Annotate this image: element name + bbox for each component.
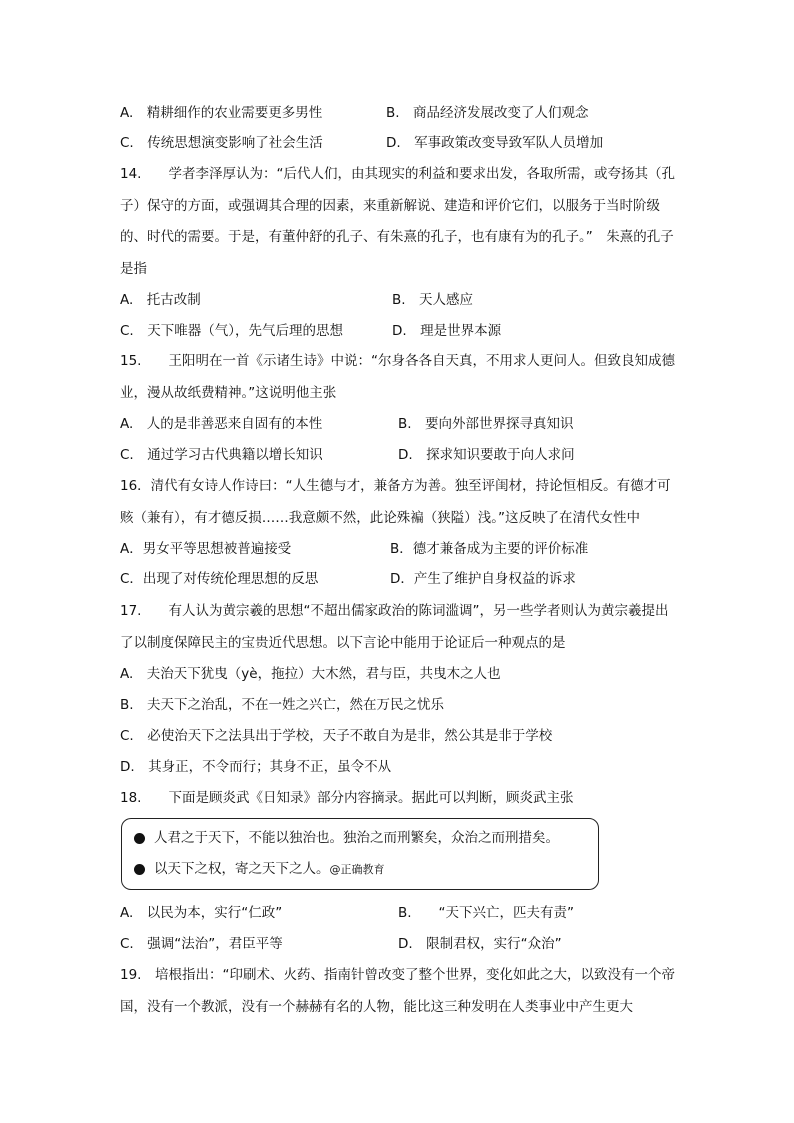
q15-option-b: B. 要向外部世界探寻真知识 [398,416,574,432]
q15-stem: 15. 王阳明在一首《示诸生诗》中说：“尔身各各自天真，不用求人更问人。但致良知成德业，漫从故纸费精神。”这说明他主张 [120,353,675,401]
watermark: @正确教育 [329,863,385,876]
q18-option-b: B. “天下兴亡，匹夫有责” [398,905,575,921]
q14-option-a: A. 托古改制 [120,292,201,308]
q18-option-a: A. 以民为本，实行“仁政” [120,905,283,921]
q16-option-a: A．男女平等思想被普遍接受 [120,541,292,557]
q14-option-d: D. 理是世界本源 [392,323,502,339]
q15-option-d: D. 探求知识要敢于向人求问 [398,447,575,463]
quote-line-2 [154,860,385,879]
q15-option-c: C. 通过学习古代典籍以增长知识 [120,447,323,463]
q17-option-a: A. 夫治天下犹曳（yè，拖拉）大木然，君与臣，共曳木之人也 [120,666,501,682]
q18-option-c: C. 强调“法治”，君臣平等 [120,936,283,952]
quote-box [121,818,599,890]
quote-line-1: 人君之于天下，不能以独治也。独治之而刑繁矣，众治之而刑措矣。 [154,830,559,846]
q17-option-c: C. 必使治天下之法具出于学校，天子不敢自为是非，然公其是非于学校 [120,728,553,744]
bullet-icon [134,864,145,875]
q17-stem: 17. 有人认为黄宗羲的思想“不超出儒家政治的陈词滥调”，另一些学者则认为黄宗羲提出了以制度保障民主的宝贵近代思想。以下言论中能用于论证后一种观点的是 [120,603,669,651]
q15-option-a: A. 人的是非善恶来自固有的本性 [120,416,323,432]
q16-stem: 16．清代有女诗人作诗曰：“人生德与才，兼备方为善。独至评闺材，持论恒相反。有德才可赅（兼有），有才德反损……我意颇不然，此论殊褊（狭隘）浅。”这反映了在清代女性中 [120,478,671,526]
quote-line-2-text: 以天下之权，寄之天下之人。 [154,861,330,877]
q13-option-a: A. 精耕细作的农业需要更多男性 [120,105,323,121]
q14-stem: 14. 学者李泽厚认为：“后代人们，由其现实的利益和要求出发，各取所需，或夸扬其（孔子）保守的方面，或强调其合理的因素，来重新解说、建造和评价它们，以服务于当时阶级的、时代的需要。于是，有董仲舒的孔子、有朱熹的孔子，也有康有为的孔子。” 朱熹的孔子是指 [120,166,675,277]
q13-option-c: C. 传统思想演变影响了社会生活 [120,135,323,151]
q18-option-d: D. 限制君权，实行“众治” [398,936,562,952]
q17-option-b: B. 夫天下之治乱，不在一姓之兴亡，然在万民之忧乐 [120,697,445,713]
bullet-icon [134,833,145,844]
q16-option-d: D．产生了维护自身权益的诉求 [390,571,576,587]
q14-option-b: B. 天人感应 [392,292,474,308]
q16-option-b: B．德才兼备成为主要的评价标准 [390,541,589,557]
q19-stem: 19. 培根指出：“印刷术、火药、指南针曾改变了整个世界，变化如此之大，以致没有一个帝国，没有一个教派，没有一个赫赫有名的人物，能比这三种发明在人类事业中产生更大 [120,967,675,1015]
q13-option-b: B. 商品经济发展改变了人们观念 [386,105,589,121]
q18-stem: 18. 下面是顾炎武《日知录》部分内容摘录。据此可以判断，顾炎武主张 [120,790,574,806]
q13-option-d: D. 军事政策改变导致军队人员增加 [386,135,604,151]
q14-option-c: C. 天下唯器（气），先气后理的思想 [120,323,343,339]
q17-option-d: D. 其身正，不令而行；其身不正，虽令不从 [120,759,392,775]
q16-option-c: C．出现了对传统伦理思想的反思 [120,571,319,587]
